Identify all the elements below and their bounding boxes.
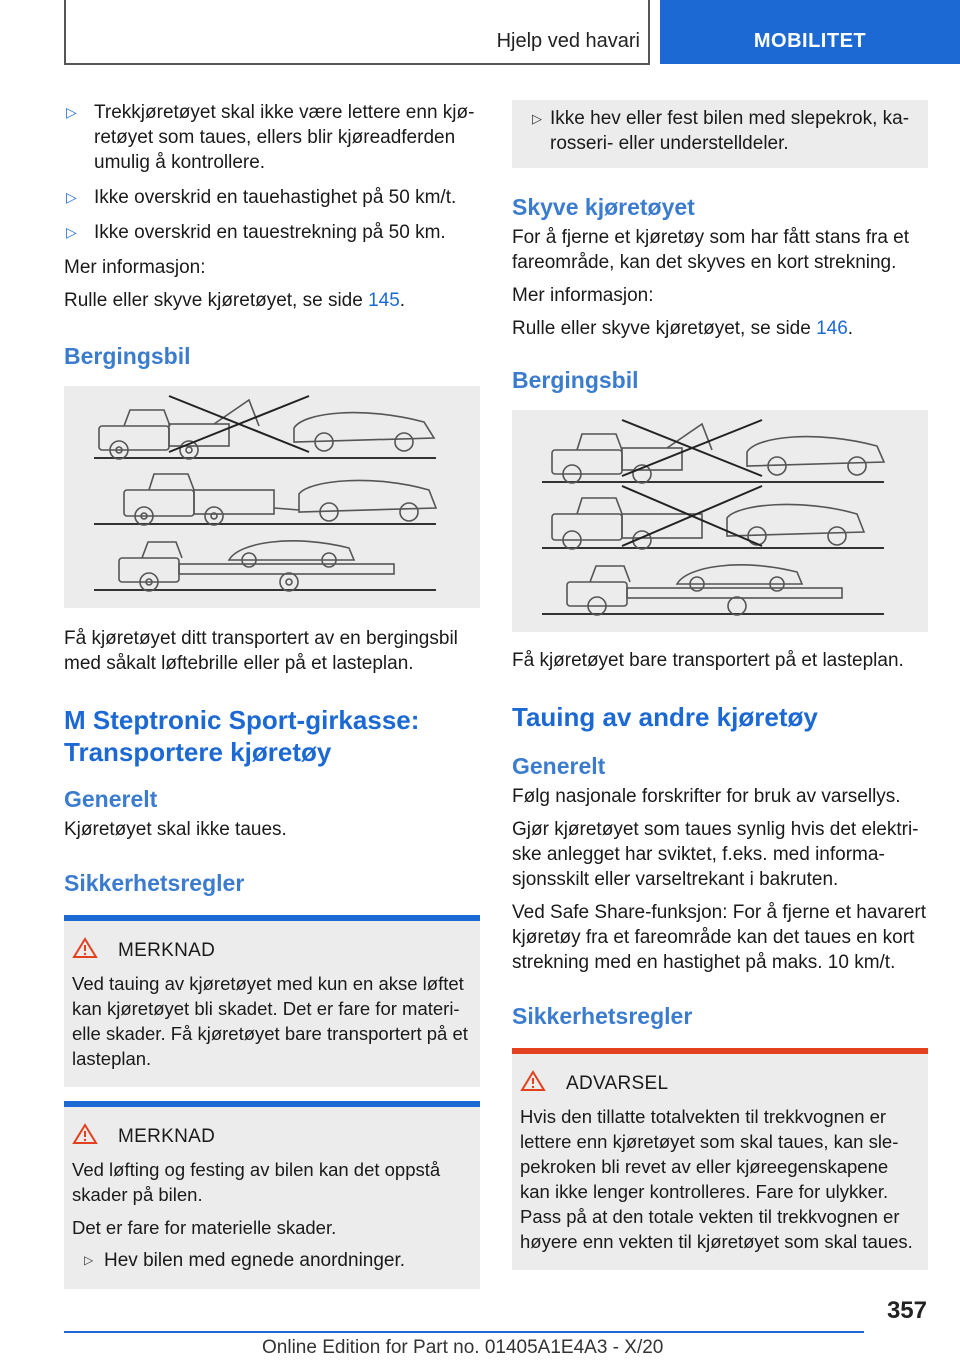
triangle-right-icon: ▷ — [66, 189, 77, 205]
notice-bar — [512, 1048, 928, 1054]
warning-triangle-icon — [520, 1070, 566, 1098]
heading-bergingsbil: Bergingsbil — [64, 343, 191, 369]
triangle-right-icon: ▷ — [532, 111, 542, 126]
header-divider-left — [64, 0, 66, 64]
list-item: ▷ Hev bilen med egnede anordninger. — [84, 1250, 406, 1271]
header-underline — [64, 63, 650, 65]
notice-box-merknad-2 — [64, 1101, 480, 1289]
figure-caption: Få kjøretøyet ditt transportert av en bergingsbil med såkalt løftebrille eller på et lasteplan. — [64, 628, 458, 674]
triangle-right-icon: ▷ — [84, 1253, 94, 1267]
notice-box-merknad-1 — [64, 915, 480, 1087]
notice-bar — [64, 1101, 480, 1107]
right-bullet-list — [512, 100, 928, 168]
paragraph: Ved Safe Share-funksjon: For å fjerne et havarert kjøretøy fra et fareområde kan det taues en kort strekning med en hastighet på maks. 10 km/t. — [512, 902, 927, 973]
triangle-right-icon: ▷ — [66, 104, 77, 120]
list-item: ▷ Ikke overskrid en tauestrekning på 50 km. — [66, 222, 446, 243]
heading-generelt: Generelt — [512, 753, 606, 779]
paragraph: Gjør kjøretøyet som taues synlig hvis det elektri-ske anlegget har sviktet, f.eks. med informa-sjonsskilt eller varseltrekant i bakruten. — [512, 819, 919, 890]
right-column — [512, 100, 928, 1270]
flatbed-truck-illustration — [512, 410, 928, 632]
heading-generelt: Generelt — [64, 786, 158, 812]
header-tab-mobilitet[interactable]: MOBILITET — [660, 0, 960, 64]
warning-triangle-icon — [72, 937, 118, 965]
more-info-label: Mer informasjon: — [512, 285, 654, 306]
footer-edition: Online Edition for Part no. 01405A1E4A3 - X/20 — [262, 1337, 664, 1358]
tow-truck-illustration — [64, 386, 480, 608]
heading-tauing: Tauing av andre kjøretøy — [512, 702, 818, 732]
header-section-title: Hjelp ved havari — [496, 30, 640, 52]
more-info-label: Mer informasjon: — [64, 257, 206, 278]
page-reference: Rulle eller skyve kjøretøyet, se side 146. — [512, 318, 854, 339]
notice-text: Det er fare for materielle skader. — [72, 1217, 337, 1238]
heading-sikkerhetsregler: Sikkerhetsregler — [64, 870, 245, 896]
header-divider-right — [648, 0, 650, 64]
notice-box-advarsel — [512, 1048, 928, 1270]
notice-text: Hvis den tillatte totalvekten til trekkvognen er lettere enn kjøretøyet som skal taues, kan sle-pekroken bli revet av eller kjøreegenskapene kan ikke lenger kontrolleres. Fare for ulykker. Pass på at den totale vekten til trekkvognen er høyere enn vekten til kjøretøyet som skal taues. — [520, 1106, 913, 1252]
list-item: ▷ Ikke hev eller fest bilen med slepekrok, ka-rosseri- eller understelldeler. — [532, 108, 910, 154]
page-link[interactable]: 146 — [816, 318, 848, 339]
paragraph: Følg nasjonale forskrifter for bruk av varsellys. — [512, 786, 901, 807]
page-reference: Rulle eller skyve kjøretøyet, se side 145. — [64, 290, 406, 311]
warning-triangle-icon — [72, 1123, 118, 1151]
left-bullet-list — [64, 100, 480, 245]
notice-title: ADVARSEL — [566, 1073, 669, 1094]
left-column — [64, 100, 480, 1289]
heading-skyve: Skyve kjøretøyet — [512, 194, 695, 220]
heading-m-steptronic: M Steptronic Sport-girkasse: Transportere kjøretøy — [64, 705, 420, 767]
figure-caption: Få kjøretøyet bare transportert på et lasteplan. — [512, 650, 904, 671]
notice-title: MERKNAD — [118, 940, 216, 961]
generelt-text: Kjøretøyet skal ikke taues. — [64, 819, 287, 840]
list-item: ▷ Trekkjøretøyet skal ikke være lettere enn kjø-retøyet som taues, ellers blir kjøreadferden umulig å kontrollere. — [66, 102, 475, 173]
notice-text: Ved løfting og festing av bilen kan det oppstå skader på bilen. — [72, 1159, 441, 1205]
footer-line — [64, 1331, 864, 1333]
notice-title: MERKNAD — [118, 1126, 216, 1147]
skyve-text: For å fjerne et kjøretøy som har fått stans fra et fareområde, kan det skyves en kort strekning. — [512, 227, 910, 273]
page-number: 357 — [886, 1297, 927, 1324]
notice-bar — [64, 915, 480, 921]
page-link[interactable]: 145 — [368, 290, 400, 311]
notice-text: Ved tauing av kjøretøyet med kun en akse løftet kan kjøretøyet bli skadet. Det er fare for materi-elle skader. Få kjøretøyet bare transportert på et lasteplan. — [72, 973, 468, 1069]
heading-bergingsbil: Bergingsbil — [512, 367, 639, 393]
heading-sikkerhetsregler: Sikkerhetsregler — [512, 1003, 693, 1029]
list-item: ▷ Ikke overskrid en tauehastighet på 50 km/t. — [66, 187, 457, 208]
triangle-right-icon: ▷ — [66, 224, 77, 240]
